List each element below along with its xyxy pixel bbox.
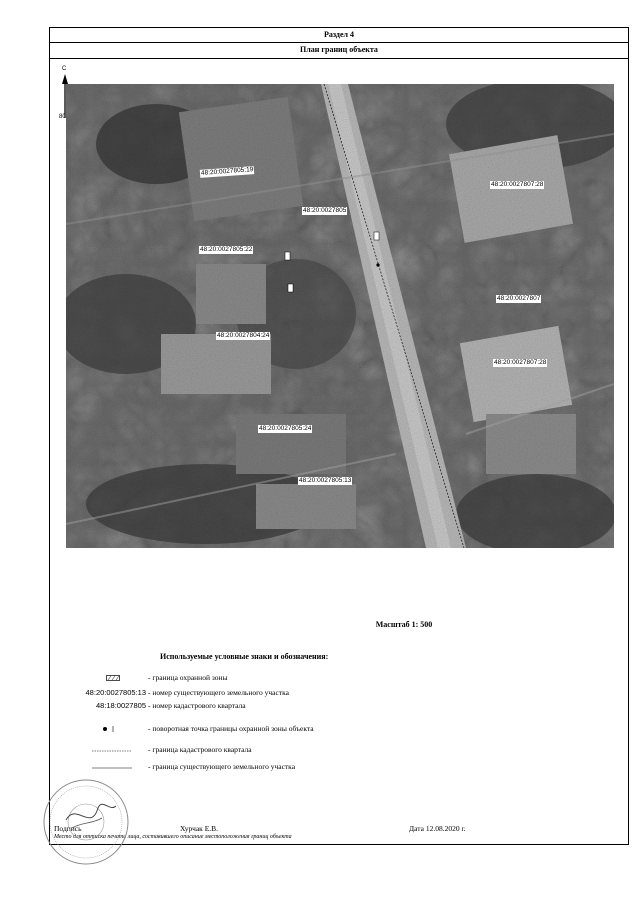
legend-item	[50, 701, 628, 713]
hatched-rectangle-icon	[106, 675, 120, 681]
parcel-label: 48:20:0027807:28	[494, 359, 547, 366]
legend-text: - граница кадастрового квартала	[148, 745, 252, 754]
dashed-line-icon	[92, 749, 132, 753]
legend-symbol: 48:18:0027805	[95, 701, 146, 710]
legend-item	[50, 745, 628, 757]
parcel-label: 48:20:0027805	[303, 207, 347, 214]
parcel-label: 48:20:0027805:22	[200, 246, 253, 253]
north-letter: С	[62, 66, 67, 72]
legend-item	[50, 673, 628, 685]
parcel-label: 48:20:0027805:13	[299, 477, 352, 484]
north-number: 80	[59, 114, 66, 120]
legend-text: - граница охранной зоны	[148, 673, 228, 682]
signature-date: Дата 12.08.2020 г.	[409, 824, 466, 833]
legend-text: - номер кадастрового квартала	[148, 701, 246, 710]
legend-item	[50, 724, 628, 736]
legend-symbol: 48:20:0027805:13	[85, 688, 146, 697]
parcel-label: 48:20:0027805:24	[259, 425, 312, 432]
document-frame	[49, 27, 629, 845]
parcel-label: 48:20:0027807:28	[491, 181, 544, 188]
legend-text: - поворотная точка границы охранной зоны объекта	[148, 724, 314, 733]
document-title: План границ объекта	[50, 42, 628, 59]
parcel-label: 48:20:0027804:24	[217, 332, 270, 339]
parcel-label: 48:20:0027807	[497, 295, 541, 302]
legend-text: - номер существующего земельного участка	[148, 688, 289, 697]
legend-item	[50, 688, 628, 700]
solid-line-icon	[92, 766, 132, 770]
signature-label: Подпись	[54, 824, 82, 833]
scale-label: Масштаб 1: 500	[375, 620, 433, 629]
aerial-map	[66, 84, 614, 548]
signer-name: Хурчак Е.В.	[180, 824, 219, 833]
stamp-caption: Место для оттиска печати лица, составившего описание местоположения границ объекта	[54, 834, 292, 840]
parcel-label: 48:20:0027805:19	[200, 166, 254, 177]
signature-line	[54, 824, 624, 833]
legend-text: - граница существующего земельного участка	[148, 762, 296, 771]
turn-point-icon	[102, 725, 116, 733]
section-header: Раздел 4	[50, 28, 628, 43]
legend-item	[50, 762, 628, 774]
stamp-seal	[36, 772, 136, 872]
legend-title: Используемые условные знаки и обозначения:	[160, 652, 329, 661]
